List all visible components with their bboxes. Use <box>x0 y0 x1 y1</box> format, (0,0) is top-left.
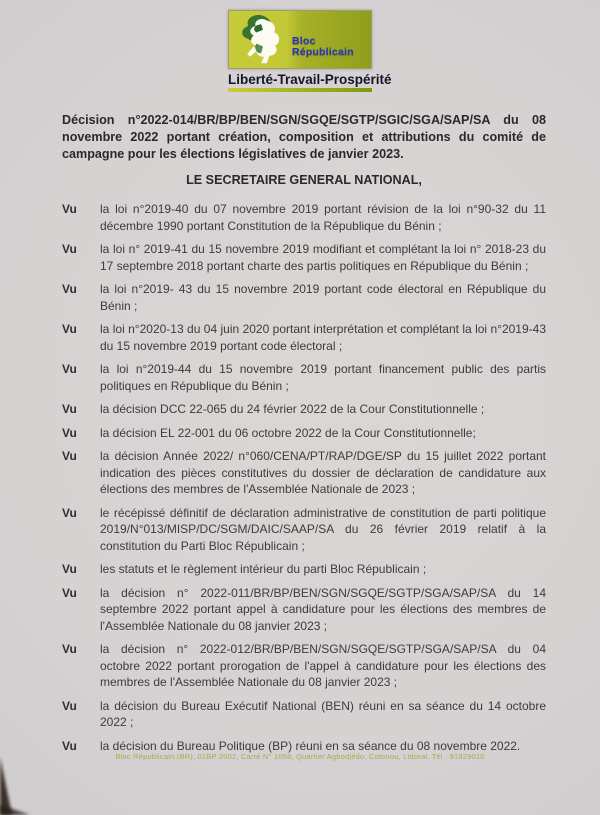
party-motto: Liberté-Travail-Prospérité <box>228 72 392 87</box>
vu-label: Vu <box>62 698 77 713</box>
party-logo <box>228 10 372 69</box>
clause-text: le récépissé définitif de déclaration administrative de constitution de parti politique 2019/N°013/MISP/DC/SGM/DAIC/SAAP/SA du 26 février 2019 relatif à la constitution du Parti Bloc Républicain ; <box>100 505 546 553</box>
vu-clause <box>62 448 546 498</box>
clause-text: la loi n° 2019-41 du 15 novembre 2019 modifiant et complétant la loi n° 2018-23 du 17 septembre 2018 portant charte des partis politiques en République du Bénin ; <box>100 242 546 273</box>
vu-clause <box>62 505 546 555</box>
vu-label: Vu <box>62 562 77 576</box>
footer-address: Bloc Républicain (BR), 01BP 2002, Carré N° 1058, Quartier Agbodjèdo, Cotonou, Littoral. Tél : 91829010 <box>115 752 485 761</box>
vu-clause <box>62 321 546 354</box>
vu-label: Vu <box>62 425 77 440</box>
document-body <box>62 112 546 761</box>
vu-clause <box>62 561 546 578</box>
party-logo-block <box>228 10 392 92</box>
vu-label: Vu <box>62 402 77 416</box>
party-name <box>292 36 354 58</box>
clause-text: la décision DCC 22-065 du 24 février 2022 de la Cour Constitutionnelle ; <box>100 402 485 416</box>
party-name-line2: Républicain <box>292 46 354 58</box>
clause-text: la loi n°2019-44 du 15 novembre 2019 portant financement public des partis politiques en République du Bénin ; <box>100 362 546 393</box>
vu-clause <box>62 361 546 394</box>
vu-label: Vu <box>62 585 77 600</box>
vu-clause <box>62 585 546 635</box>
clause-text: la loi n°2019- 43 du 15 novembre 2019 portant code électoral en République du Bénin ; <box>100 282 546 313</box>
vu-label: Vu <box>62 322 77 336</box>
doc-heading: LE SECRETAIRE GENERAL NATIONAL, <box>186 173 422 187</box>
clause-text: la décision n° 2022-011/BR/BP/BEN/SGN/SGQE/SGTP/SGA/SAP/SA du 14 septembre 2022 portant appel à candidature pour les élections des membres de l'Assemblée Nationale du 08 janvier 2023 ; <box>100 585 546 633</box>
vu-label: Vu <box>62 202 77 216</box>
clause-text: la décision Année 2022/ n°060/CENA/PT/RAP/DGE/SP du 15 juillet 2022 portant indication des pièces constitutives du dossier de déclaration de candidature aux élections des membres de l'Assemblée Nationale de 2023 ; <box>100 449 546 496</box>
vu-label: Vu <box>62 642 77 656</box>
white-horse-icon <box>234 13 292 66</box>
clause-text: la décision du Bureau Exécutif National (BEN) réuni en sa séance du 14 octobre 2022 ; <box>100 698 546 729</box>
vu-clause <box>62 241 546 274</box>
vu-clause <box>62 425 546 442</box>
vu-label: Vu <box>62 449 77 463</box>
vu-clauses-list <box>62 201 546 754</box>
clause-text: la loi n°2019-40 du 07 novembre 2019 portant révision de la loi n°90-32 du 11 décembre 1990 portant Constitution de la République du Bénin ; <box>100 202 546 233</box>
clause-text: la décision du Bureau Politique (BP) réuni en sa séance du 08 novembre 2022. <box>100 738 521 753</box>
vu-clause <box>62 201 546 234</box>
party-name-line1: Bloc <box>292 35 316 47</box>
clause-text: la loi n°2020-13 du 04 juin 2020 portant interprétation et complétant la loi n°2019-43 du 15 novembre 2019 portant code électoral ; <box>100 322 546 353</box>
vu-clause <box>62 641 546 691</box>
scan-shadow-bottom <box>0 805 30 815</box>
vu-clause <box>62 698 546 731</box>
decision-title: Décision n°2022-014/BR/BP/BEN/SGN/SGQE/SGTP/SGIC/SGA/SAP/SA du 08 novembre 2022 portant création, composition et attributions du comité de campagne pour les élections législatives de janvier 2023. <box>62 113 546 161</box>
clause-text: les statuts et le règlement intérieur du parti Bloc Républicain ; <box>100 562 427 576</box>
vu-label: Vu <box>62 505 77 520</box>
clause-text: la décision EL 22-001 du 06 octobre 2022 de la Cour Constitutionnelle; <box>100 425 476 440</box>
vu-label: Vu <box>62 242 77 256</box>
vu-clause <box>62 281 546 314</box>
vu-label: Vu <box>62 282 77 296</box>
clause-text: la décision n° 2022-012/BR/BP/BEN/SGN/SGQE/SGTP/SGA/SAP/SA du 04 octobre 2022 portant prorogation de l'appel à candidature pour les élections des membres de l'Assemblée Nationale du 08 janvier 2023 ; <box>100 642 546 689</box>
motto-underline <box>228 88 372 92</box>
vu-label: Vu <box>62 738 77 753</box>
vu-label: Vu <box>62 362 77 376</box>
vu-clause <box>62 401 546 418</box>
